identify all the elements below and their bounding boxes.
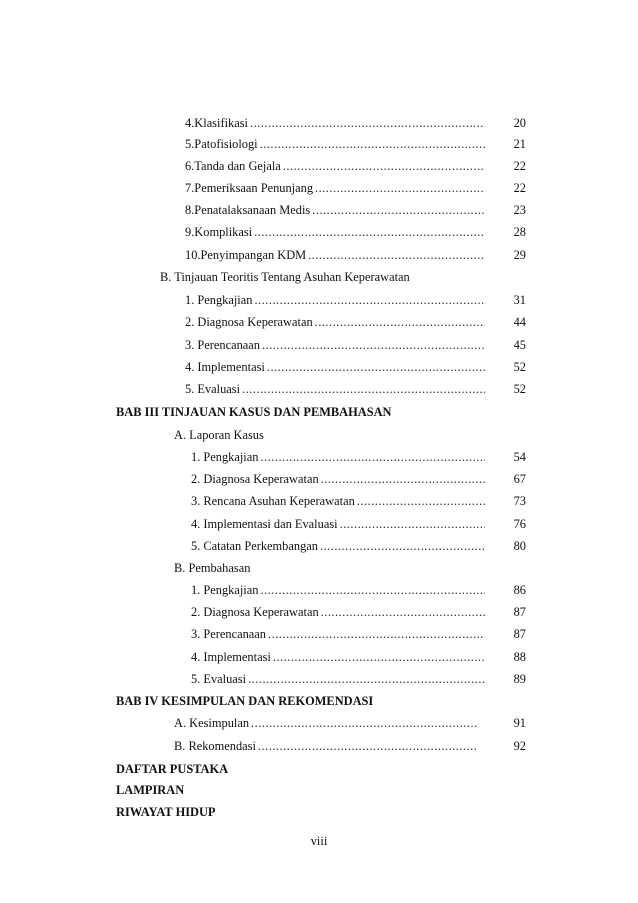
entry-label: 4. Implementasi dan Evaluasi	[191, 517, 338, 531]
entry-label: 4. Implementasi	[191, 650, 271, 664]
entry-page: 87	[513, 605, 526, 619]
entry-number: 10.	[185, 248, 201, 262]
daftar-pustaka-heading: DAFTAR PUSTAKA	[116, 762, 229, 776]
leader-dots	[254, 291, 485, 309]
leader-dots	[283, 157, 485, 175]
entry-label: 3. Rencana Asuhan Keperawatan	[191, 494, 355, 508]
entry-label: Patofisiologi	[194, 137, 258, 151]
entry-page: 28	[513, 225, 526, 239]
leader-dots	[260, 135, 485, 153]
leader-dots	[250, 114, 485, 132]
leader-dots	[321, 603, 485, 621]
leader-dots	[315, 313, 485, 331]
toc-entry	[185, 201, 485, 219]
entry-number: 9.	[185, 225, 195, 239]
leader-dots	[320, 537, 485, 555]
entry-label: Komplikasi	[194, 225, 253, 239]
leader-dots	[312, 201, 485, 219]
toc-entry	[191, 603, 485, 621]
section-heading: A. Laporan Kasus	[174, 428, 264, 442]
leader-dots	[251, 714, 478, 732]
entry-label: 1. Pengkajian	[185, 293, 253, 307]
toc-entry	[185, 291, 485, 309]
toc-entry	[185, 223, 485, 241]
toc-entry	[191, 670, 485, 688]
toc-entry	[191, 625, 485, 643]
leader-dots	[321, 470, 485, 488]
leader-dots	[273, 648, 485, 666]
entry-number: 7.	[185, 181, 195, 195]
toc-entry	[191, 492, 485, 510]
entry-page: 88	[513, 650, 526, 664]
entry-number: 6.	[185, 159, 195, 173]
entry-page: 67	[513, 472, 526, 486]
entry-page: 80	[513, 539, 526, 553]
entry-page: 52	[513, 360, 526, 374]
entry-page: 52	[513, 382, 526, 396]
toc-entry	[191, 581, 485, 599]
toc-entry	[185, 135, 485, 153]
entry-page: 23	[513, 203, 526, 217]
leader-dots	[248, 670, 485, 688]
entry-page: 89	[513, 672, 526, 686]
entry-label: 2. Diagnosa Keperawatan	[191, 472, 319, 486]
entry-label: B. Rekomendasi	[174, 739, 256, 753]
entry-label: 5. Catatan Perkembangan	[191, 539, 318, 553]
entry-number: 5.	[185, 137, 195, 151]
entry-label: Tanda dan Gejala	[194, 159, 281, 173]
lampiran-heading: LAMPIRAN	[116, 783, 185, 797]
entry-label: 3. Perencanaan	[185, 338, 260, 352]
leader-dots	[262, 336, 485, 354]
entry-page: 73	[513, 494, 526, 508]
entry-number: 4.	[185, 116, 195, 130]
leader-dots	[254, 223, 485, 241]
section-heading: B. Pembahasan	[174, 561, 251, 575]
toc-entry	[191, 515, 485, 533]
entry-page: 21	[513, 137, 526, 151]
entry-page: 92	[513, 739, 526, 753]
toc-entry	[174, 737, 478, 755]
entry-page: 86	[513, 583, 526, 597]
leader-dots	[260, 448, 485, 466]
entry-label: 2. Diagnosa Keperawatan	[185, 315, 313, 329]
toc-entry	[185, 157, 485, 175]
entry-page: 87	[513, 627, 526, 641]
entry-page: 44	[513, 315, 526, 329]
page-number-footer: viii	[310, 834, 328, 848]
leader-dots	[357, 492, 485, 510]
entry-label: Pemeriksaan Penunjang	[194, 181, 314, 195]
entry-page: 20	[513, 116, 526, 130]
leader-dots	[258, 737, 478, 755]
toc-entry	[185, 179, 485, 197]
entry-page: 31	[513, 293, 526, 307]
chapter-heading: BAB III TINJAUAN KASUS DAN PEMBAHASAN	[116, 405, 392, 419]
toc-entry	[191, 470, 485, 488]
entry-page: 54	[513, 450, 526, 464]
leader-dots	[242, 380, 485, 398]
leader-dots	[315, 179, 485, 197]
toc-entry	[174, 714, 478, 732]
entry-number: 8.	[185, 203, 195, 217]
entry-label: 1. Pengkajian	[191, 450, 259, 464]
section-heading: B. Tinjauan Teoritis Tentang Asuhan Keperawatan	[160, 270, 410, 284]
entry-label: 4. Implementasi	[185, 360, 265, 374]
entry-label: A. Kesimpulan	[174, 716, 250, 730]
entry-label: Penatalaksanaan Medis	[194, 203, 311, 217]
toc-entry	[191, 537, 485, 555]
leader-dots	[267, 358, 485, 376]
toc-entry	[191, 648, 485, 666]
entry-label: 5. Evaluasi	[191, 672, 247, 686]
toc-entry	[185, 336, 485, 354]
toc-entry	[185, 358, 485, 376]
entry-label: 3. Perencanaan	[191, 627, 266, 641]
entry-page: 76	[513, 517, 526, 531]
leader-dots	[260, 581, 485, 599]
entry-page: 22	[513, 181, 526, 195]
toc-entry	[185, 114, 485, 132]
entry-label: 5. Evaluasi	[185, 382, 241, 396]
chapter-heading: BAB IV KESIMPULAN DAN REKOMENDASI	[116, 694, 374, 708]
toc-entry	[185, 380, 485, 398]
entry-label: Penyimpangan KDM	[200, 248, 307, 262]
toc-entry	[185, 246, 485, 264]
entry-label: 1. Pengkajian	[191, 583, 259, 597]
entry-page: 45	[513, 338, 526, 352]
entry-label: 2. Diagnosa Keperawatan	[191, 605, 319, 619]
entry-page: 29	[513, 248, 526, 262]
toc-entry	[185, 313, 485, 331]
entry-page: 91	[513, 716, 526, 730]
leader-dots	[340, 515, 485, 533]
leader-dots	[268, 625, 485, 643]
leader-dots	[308, 246, 485, 264]
entry-label: Klasifikasi	[194, 116, 248, 130]
entry-page: 22	[513, 159, 526, 173]
riwayat-hidup-heading: RIWAYAT HIDUP	[116, 805, 216, 819]
toc-entry	[191, 448, 485, 466]
